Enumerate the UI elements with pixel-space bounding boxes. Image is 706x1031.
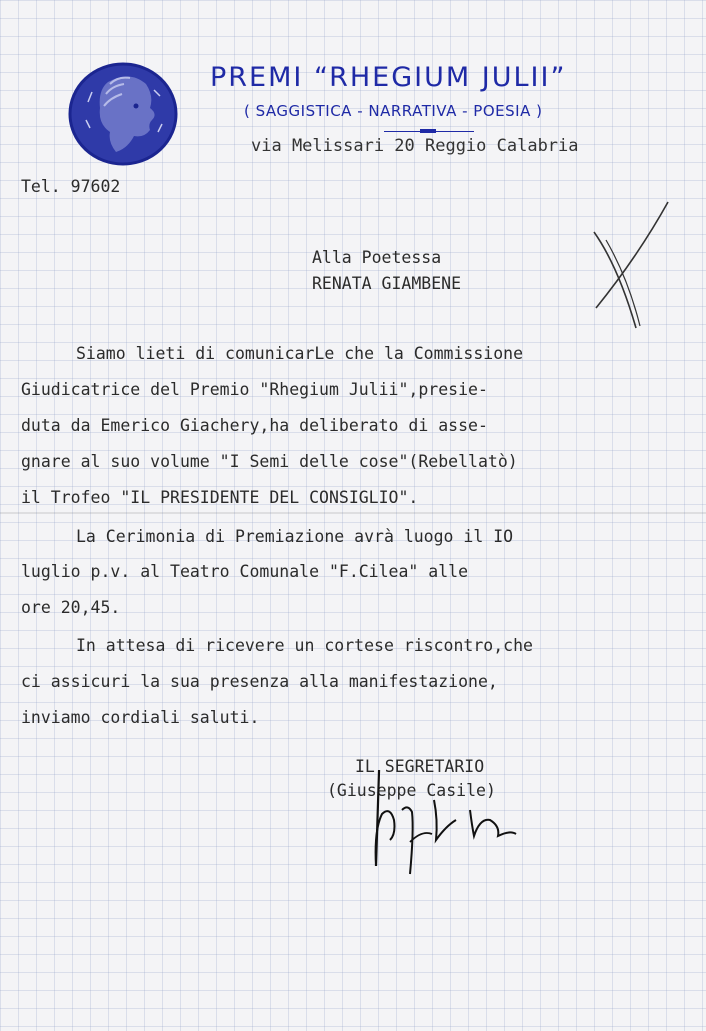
letterhead-title: PREMI “RHEGIUM JULII” xyxy=(210,62,567,93)
letterhead-address: via Melissari 20 Reggio Calabria xyxy=(251,136,579,156)
letterhead-subtitle: ( SAGGISTICA - NARRATIVA - POESIA ) xyxy=(244,102,543,120)
header-rule-mark xyxy=(420,129,436,133)
body-line: luglio p.v. al Teatro Comunale "F.Cilea" alle xyxy=(21,562,469,581)
body-line: ci assicuri la sua presenza alla manifestazione, xyxy=(21,672,498,691)
x-mark xyxy=(588,196,678,336)
paper-fold xyxy=(0,512,706,514)
body-line: gnare al suo volume "I Semi delle cose"(Rebellatò) xyxy=(21,452,518,471)
body-line: Giudicatrice del Premio "Rhegium Julii",presie- xyxy=(21,380,488,399)
body-line: ore 20,45. xyxy=(21,598,121,617)
coin-portrait-logo xyxy=(68,62,178,166)
telephone: Tel. 97602 xyxy=(21,177,121,196)
signatory-role: IL SEGRETARIO xyxy=(355,757,485,776)
recipient-title: Alla Poetessa xyxy=(312,248,442,267)
handwritten-signature xyxy=(360,770,530,880)
body-line: Siamo lieti di comunicarLe che la Commissione xyxy=(76,344,524,363)
signatory-name: (Giuseppe Casile) xyxy=(327,781,496,800)
recipient-name: RENATA GIAMBENE xyxy=(312,274,462,293)
body-line: duta da Emerico Giachery,ha deliberato di asse- xyxy=(21,416,488,435)
body-line: In attesa di ricevere un cortese riscontro,che xyxy=(76,636,533,655)
body-line: La Cerimonia di Premiazione avrà luogo il IO xyxy=(76,527,514,546)
body-line: inviamo cordiali saluti. xyxy=(21,708,260,727)
body-line: il Trofeo "IL PRESIDENTE DEL CONSIGLIO". xyxy=(21,488,419,507)
